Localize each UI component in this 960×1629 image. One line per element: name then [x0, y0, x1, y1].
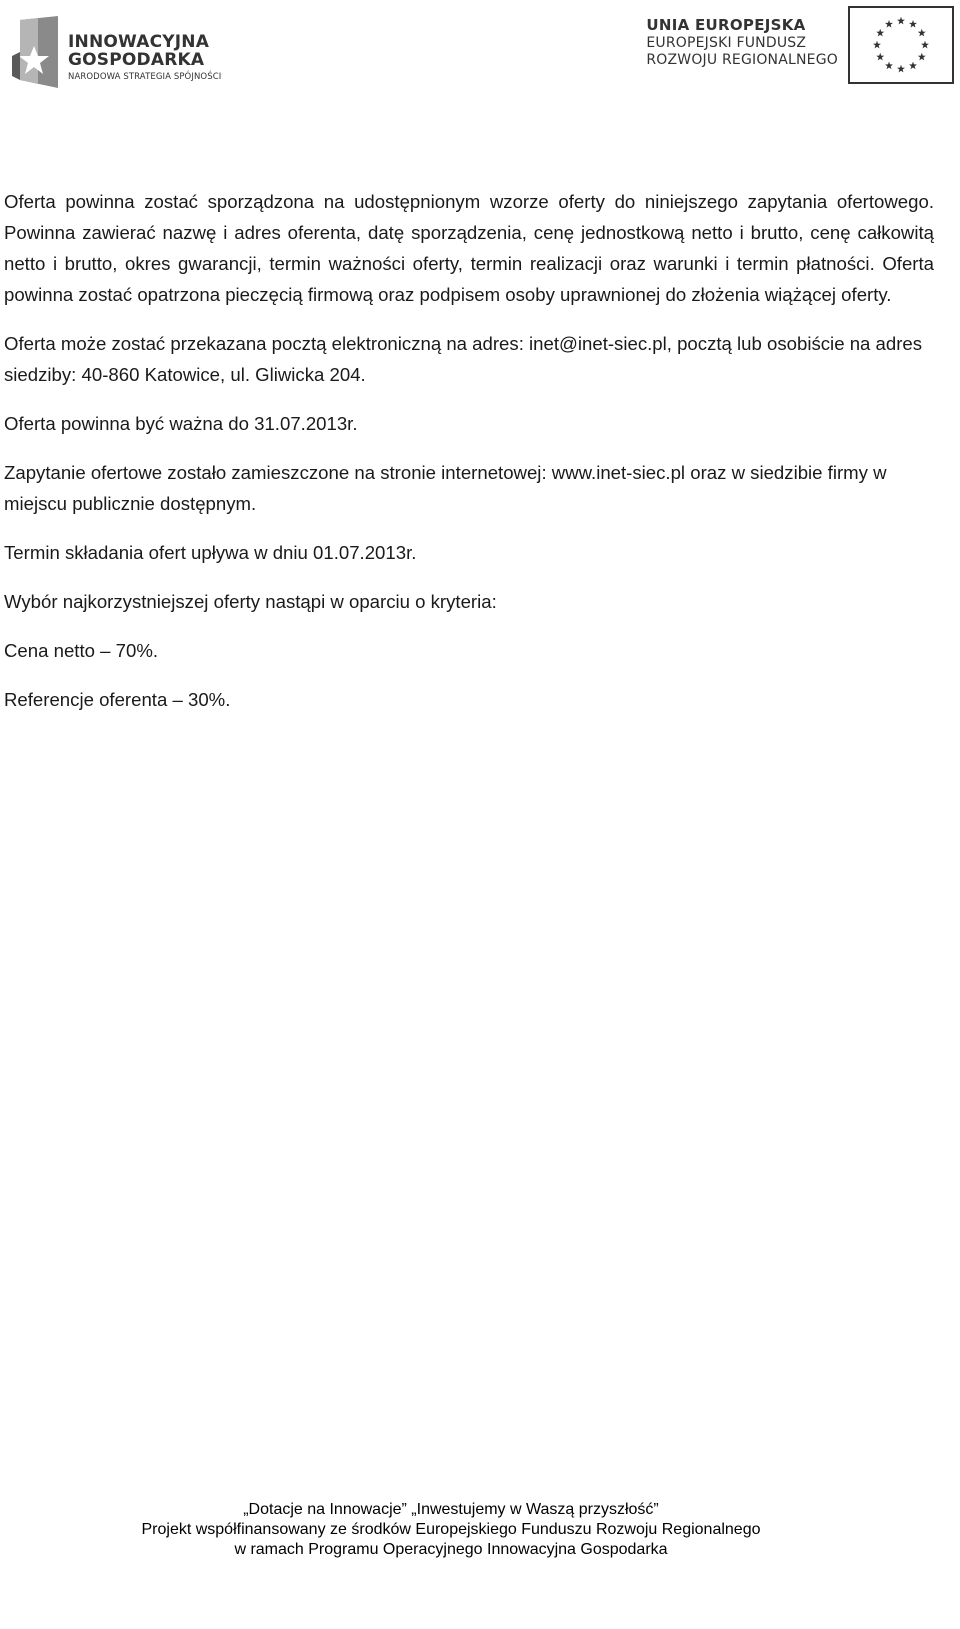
- footer-line1: „Dotacje na Innowacje” „Inwestujemy w Waszą przyszłość”: [243, 1501, 659, 1518]
- unia-europejska-wordmark: [646, 18, 838, 67]
- innowacyjna-gospodarka-logo: [8, 16, 233, 92]
- page-footer: [0, 1500, 902, 1560]
- paragraph-offer-validity: Oferta powinna być ważna do 31.07.2013r.: [4, 413, 358, 434]
- logo-left-line1: INNOWACYJNA: [68, 32, 210, 52]
- paragraph-criterion-references: Referencje oferenta – 30%.: [4, 689, 231, 710]
- document-body: [4, 186, 934, 733]
- eu-star-icon: [897, 17, 905, 25]
- eu-flag-icon: [848, 6, 954, 84]
- eu-star-icon: [876, 29, 884, 37]
- logo-right-line2: EUROPEJSKI FUNDUSZ: [646, 35, 807, 51]
- logo-right-line1: UNIA EUROPEJSKA: [646, 16, 806, 34]
- eu-star-icon: [918, 53, 926, 61]
- footer-line3: w ramach Programu Operacyjnego Innowacyjna Gospodarka: [234, 1541, 668, 1558]
- footer-line2: Projekt współfinansowany ze środków Europejskiego Funduszu Rozwoju Regionalnego: [141, 1521, 761, 1538]
- logo-left-line3: NARODOWA STRATEGIA SPÓJNOŚCI: [68, 72, 222, 82]
- innowacyjna-gospodarka-emblem-icon: [8, 16, 68, 92]
- logo-right-line3: ROZWOJU REGIONALNEGO: [646, 52, 838, 68]
- paragraph-deadline: Termin składania ofert upływa w dniu 01.07.2013r.: [4, 542, 417, 563]
- innowacyjna-gospodarka-wordmark: [68, 34, 221, 82]
- paragraph-criteria-intro: Wybór najkorzystniejszej oferty nastąpi w oparciu o kryteria:: [4, 591, 497, 612]
- eu-star-icon: [885, 20, 893, 28]
- paragraph-offer-delivery: Oferta może zostać przekazana pocztą elektroniczną na adres: inet@inet-siec.pl, pocztą lub osobiście na adres siedziby: 40-860 Katowice, ul. Gliwicka 204.: [4, 333, 923, 385]
- eu-star-icon: [876, 53, 884, 61]
- eu-star-icon: [909, 20, 917, 28]
- eu-star-icon: [909, 62, 917, 70]
- logo-left-line2: GOSPODARKA: [68, 50, 205, 70]
- eu-stars-icon: [850, 8, 952, 82]
- unia-europejska-logo: [646, 4, 956, 88]
- eu-star-icon: [873, 41, 881, 49]
- paragraph-publication: Zapytanie ofertowe zostało zamieszczone na stronie internetowej: www.inet-siec.pl oraz w siedzibie firmy w miejscu publicznie dostępnym.: [4, 462, 887, 514]
- eu-star-icon: [897, 65, 905, 73]
- paragraph-offer-requirements: Oferta powinna zostać sporządzona na udostępnionym wzorze oferty do niniejszego zapytania ofertowego. Powinna zawierać nazwę i adres oferenta, datę sporządzenia, cenę jednostkową netto i brutto, cenę całkowitą netto i brutto, okres gwarancji, termin ważności oferty, termin realizacji oraz warunki i termin płatności. Oferta powinna zostać opatrzona pieczęcią firmową oraz podpisem osoby uprawnionej do złożenia wiążącej oferty.: [4, 191, 934, 305]
- eu-star-icon: [918, 29, 926, 37]
- paragraph-criterion-price: Cena netto – 70%.: [4, 640, 159, 661]
- eu-star-icon: [885, 62, 893, 70]
- eu-star-icon: [921, 41, 929, 49]
